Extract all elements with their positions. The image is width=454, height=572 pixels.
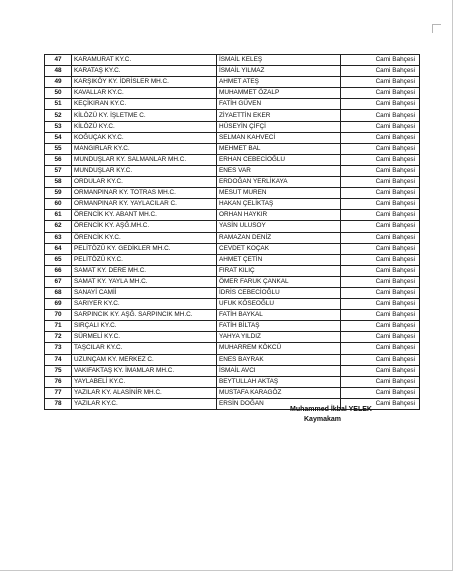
mosque-name: TAŞCILAR KY.C. — [72, 343, 217, 354]
row-number: 55 — [45, 143, 72, 154]
mosque-name: KEÇİKIRAN KY.C. — [72, 99, 217, 110]
imam-name: CEVDET KOÇAK — [217, 243, 341, 254]
row-number: 67 — [45, 276, 72, 287]
imam-name: MEHMET BAL — [217, 143, 341, 154]
location: Cami Bahçesi — [341, 199, 420, 210]
table-row — [45, 199, 420, 210]
table-row — [45, 265, 420, 276]
imam-name: FATİH BİLTAŞ — [217, 321, 341, 332]
row-number: 51 — [45, 99, 72, 110]
mosque-name: SARIYER KY.C. — [72, 299, 217, 310]
location: Cami Bahçesi — [341, 165, 420, 176]
imam-name: FIRAT KILIÇ — [217, 265, 341, 276]
imam-name: MUSTAFA KARAGÖZ — [217, 387, 341, 398]
mosque-name: KARŞIKÖY KY. İDRİSLER MH.C. — [72, 77, 217, 88]
row-number: 56 — [45, 154, 72, 165]
table-row — [45, 110, 420, 121]
mosque-name: SANAYİ CAMİİ — [72, 287, 217, 298]
location: Cami Bahçesi — [341, 265, 420, 276]
location: Cami Bahçesi — [341, 354, 420, 365]
mosque-name: SAMAT KY. DERE MH.C. — [72, 265, 217, 276]
imam-name: UFUK KÖSEOĞLU — [217, 299, 341, 310]
table-row — [45, 276, 420, 287]
table-row — [45, 177, 420, 188]
mosque-name: UZUNÇAM KY. MERKEZ C. — [72, 354, 217, 365]
table-row — [45, 232, 420, 243]
table-row — [45, 143, 420, 154]
imam-name: FATİH BAYKAL — [217, 310, 341, 321]
row-number: 73 — [45, 343, 72, 354]
location: Cami Bahçesi — [341, 398, 420, 409]
row-number: 72 — [45, 332, 72, 343]
mosque-name: KOĞUÇAK KY.C. — [72, 132, 217, 143]
location: Cami Bahçesi — [341, 387, 420, 398]
signature-block — [290, 405, 410, 425]
location: Cami Bahçesi — [341, 332, 420, 343]
mosque-name: YAZILAR KY.C. — [72, 398, 217, 409]
imam-name: HAKAN ÇELİKTAŞ — [217, 199, 341, 210]
mosque-name: SAMAT KY. YAYLA MH.C. — [72, 276, 217, 287]
assignment-table — [44, 54, 420, 410]
mosque-name: SÜRMELİ KY.C. — [72, 332, 217, 343]
imam-name: RAMAZAN DENİZ — [217, 232, 341, 243]
imam-name: ENES VAR — [217, 165, 341, 176]
table-row — [45, 55, 420, 66]
mosque-name: KARAMURAT KY.C. — [72, 55, 217, 66]
mosque-name: PELİTÖZÜ KY. GEDİKLER MH.C. — [72, 243, 217, 254]
row-number: 65 — [45, 254, 72, 265]
mosque-name: MUNDUŞLAR KY.C. — [72, 165, 217, 176]
imam-name: ENES BAYRAK — [217, 354, 341, 365]
mosque-name: ORDULAR KY.C. — [72, 177, 217, 188]
location: Cami Bahçesi — [341, 299, 420, 310]
location: Cami Bahçesi — [341, 88, 420, 99]
imam-name: ZİYAETTİN EKER — [217, 110, 341, 121]
table-row — [45, 287, 420, 298]
row-number: 74 — [45, 354, 72, 365]
imam-name: ERSİN DOĞAN — [217, 398, 341, 409]
table-row — [45, 154, 420, 165]
location: Cami Bahçesi — [341, 177, 420, 188]
table-row — [45, 132, 420, 143]
mosque-name: ÖRENCİK KY. ABANT MH.C. — [72, 210, 217, 221]
imam-name: İSMAİL KELEŞ — [217, 55, 341, 66]
table-row — [45, 121, 420, 132]
mosque-name: ÖRENCİK KY.C. — [72, 232, 217, 243]
mosque-name: PELİTÖZÜ KY.C. — [72, 254, 217, 265]
location: Cami Bahçesi — [341, 321, 420, 332]
imam-name: MUHAMMET ÖZALP — [217, 88, 341, 99]
imam-name: MUHARREM KÖKCÜ — [217, 343, 341, 354]
location: Cami Bahçesi — [341, 188, 420, 199]
imam-name: HÜSEYİN ÇİFÇİ — [217, 121, 341, 132]
location: Cami Bahçesi — [341, 210, 420, 221]
row-number: 54 — [45, 132, 72, 143]
mosque-name: SIRÇALI KY.C. — [72, 321, 217, 332]
imam-name: İSMAİL AVCI — [217, 365, 341, 376]
table-row — [45, 210, 420, 221]
mosque-name: VAKIFAKTAŞ KY. İMAMLAR MH.C. — [72, 365, 217, 376]
mosque-name: SARPINCIK KY. AŞĞ. SARPINCIK MH.C. — [72, 310, 217, 321]
row-number: 64 — [45, 243, 72, 254]
location: Cami Bahçesi — [341, 154, 420, 165]
row-number: 76 — [45, 376, 72, 387]
table-row — [45, 354, 420, 365]
table-row — [45, 88, 420, 99]
location: Cami Bahçesi — [341, 66, 420, 77]
imam-name: İDRİS CEBECİOĞLU — [217, 287, 341, 298]
table-row — [45, 376, 420, 387]
table-row — [45, 332, 420, 343]
table-row — [45, 188, 420, 199]
imam-name: ORHAN HAYKIR — [217, 210, 341, 221]
table-row — [45, 99, 420, 110]
row-number: 71 — [45, 321, 72, 332]
imam-name: İSMAİL YILMAZ — [217, 66, 341, 77]
row-number: 49 — [45, 77, 72, 88]
imam-name: YAHYA YILDIZ — [217, 332, 341, 343]
location: Cami Bahçesi — [341, 310, 420, 321]
imam-name: MESUT MUREN — [217, 188, 341, 199]
row-number: 60 — [45, 199, 72, 210]
imam-name: FATİH GÜVEN — [217, 99, 341, 110]
mosque-name: MUNDUŞLAR KY. SALMANLAR MH.C. — [72, 154, 217, 165]
table-row — [45, 243, 420, 254]
location: Cami Bahçesi — [341, 143, 420, 154]
mosque-name: ORMANPINAR KY. TOTRAS MH.C. — [72, 188, 217, 199]
row-number: 61 — [45, 210, 72, 221]
table-row — [45, 310, 420, 321]
signatory-name: Muhammed İkbal YELEK — [290, 406, 372, 413]
table-row — [45, 343, 420, 354]
location: Cami Bahçesi — [341, 132, 420, 143]
imam-name: AHMET ÇETİN — [217, 254, 341, 265]
row-number: 57 — [45, 165, 72, 176]
location: Cami Bahçesi — [341, 343, 420, 354]
table-row — [45, 321, 420, 332]
location: Cami Bahçesi — [341, 365, 420, 376]
mosque-name: MANGIRLAR KY.C. — [72, 143, 217, 154]
mosque-name: ORMANPINAR KY. YAYLACILAR C. — [72, 199, 217, 210]
row-number: 48 — [45, 66, 72, 77]
signatory-title: Kaymakam — [304, 416, 341, 423]
row-number: 58 — [45, 177, 72, 188]
row-number: 78 — [45, 398, 72, 409]
row-number: 50 — [45, 88, 72, 99]
table-row — [45, 221, 420, 232]
location: Cami Bahçesi — [341, 121, 420, 132]
row-number: 77 — [45, 387, 72, 398]
location: Cami Bahçesi — [341, 99, 420, 110]
location: Cami Bahçesi — [341, 221, 420, 232]
location: Cami Bahçesi — [341, 110, 420, 121]
row-number: 69 — [45, 299, 72, 310]
imam-name: AHMET ATEŞ — [217, 77, 341, 88]
imam-name: BEYTULLAH AKTAŞ — [217, 376, 341, 387]
table-row — [45, 365, 420, 376]
row-number: 47 — [45, 55, 72, 66]
table-row — [45, 77, 420, 88]
table-row — [45, 66, 420, 77]
mosque-name: KARATAŞ KY.C. — [72, 66, 217, 77]
row-number: 68 — [45, 287, 72, 298]
row-number: 63 — [45, 232, 72, 243]
imam-name: ERDOĞAN YERLİKAYA — [217, 177, 341, 188]
mosque-name: KAVALLAR KY.C. — [72, 88, 217, 99]
row-number: 59 — [45, 188, 72, 199]
table-row — [45, 254, 420, 265]
table-row — [45, 165, 420, 176]
location: Cami Bahçesi — [341, 254, 420, 265]
mosque-name: KİLÖZÜ KY.C. — [72, 121, 217, 132]
imam-name: ERHAN CEBECİOĞLU — [217, 154, 341, 165]
row-number: 62 — [45, 221, 72, 232]
location: Cami Bahçesi — [341, 55, 420, 66]
assignment-table-body — [45, 55, 420, 410]
row-number: 52 — [45, 110, 72, 121]
location: Cami Bahçesi — [341, 243, 420, 254]
imam-name: ÖMER FARUK ÇANKAL — [217, 276, 341, 287]
imam-name: YASİN ULUSOY — [217, 221, 341, 232]
mosque-name: YAYLABELİ KY.C. — [72, 376, 217, 387]
imam-name: SELMAN KAHVECİ — [217, 132, 341, 143]
page-corner-mark — [432, 24, 441, 33]
table-row — [45, 299, 420, 310]
table-row — [45, 387, 420, 398]
mosque-name: ÖRENCİK KY. AŞĞ.MH.C. — [72, 221, 217, 232]
row-number: 70 — [45, 310, 72, 321]
row-number: 66 — [45, 265, 72, 276]
location: Cami Bahçesi — [341, 276, 420, 287]
mosque-name: KİLÖZÜ KY. İŞLETME C. — [72, 110, 217, 121]
mosque-name: YAZILAR KY. ALASİNİR MH.C. — [72, 387, 217, 398]
location: Cami Bahçesi — [341, 287, 420, 298]
location: Cami Bahçesi — [341, 376, 420, 387]
row-number: 75 — [45, 365, 72, 376]
location: Cami Bahçesi — [341, 77, 420, 88]
row-number: 53 — [45, 121, 72, 132]
location: Cami Bahçesi — [341, 232, 420, 243]
